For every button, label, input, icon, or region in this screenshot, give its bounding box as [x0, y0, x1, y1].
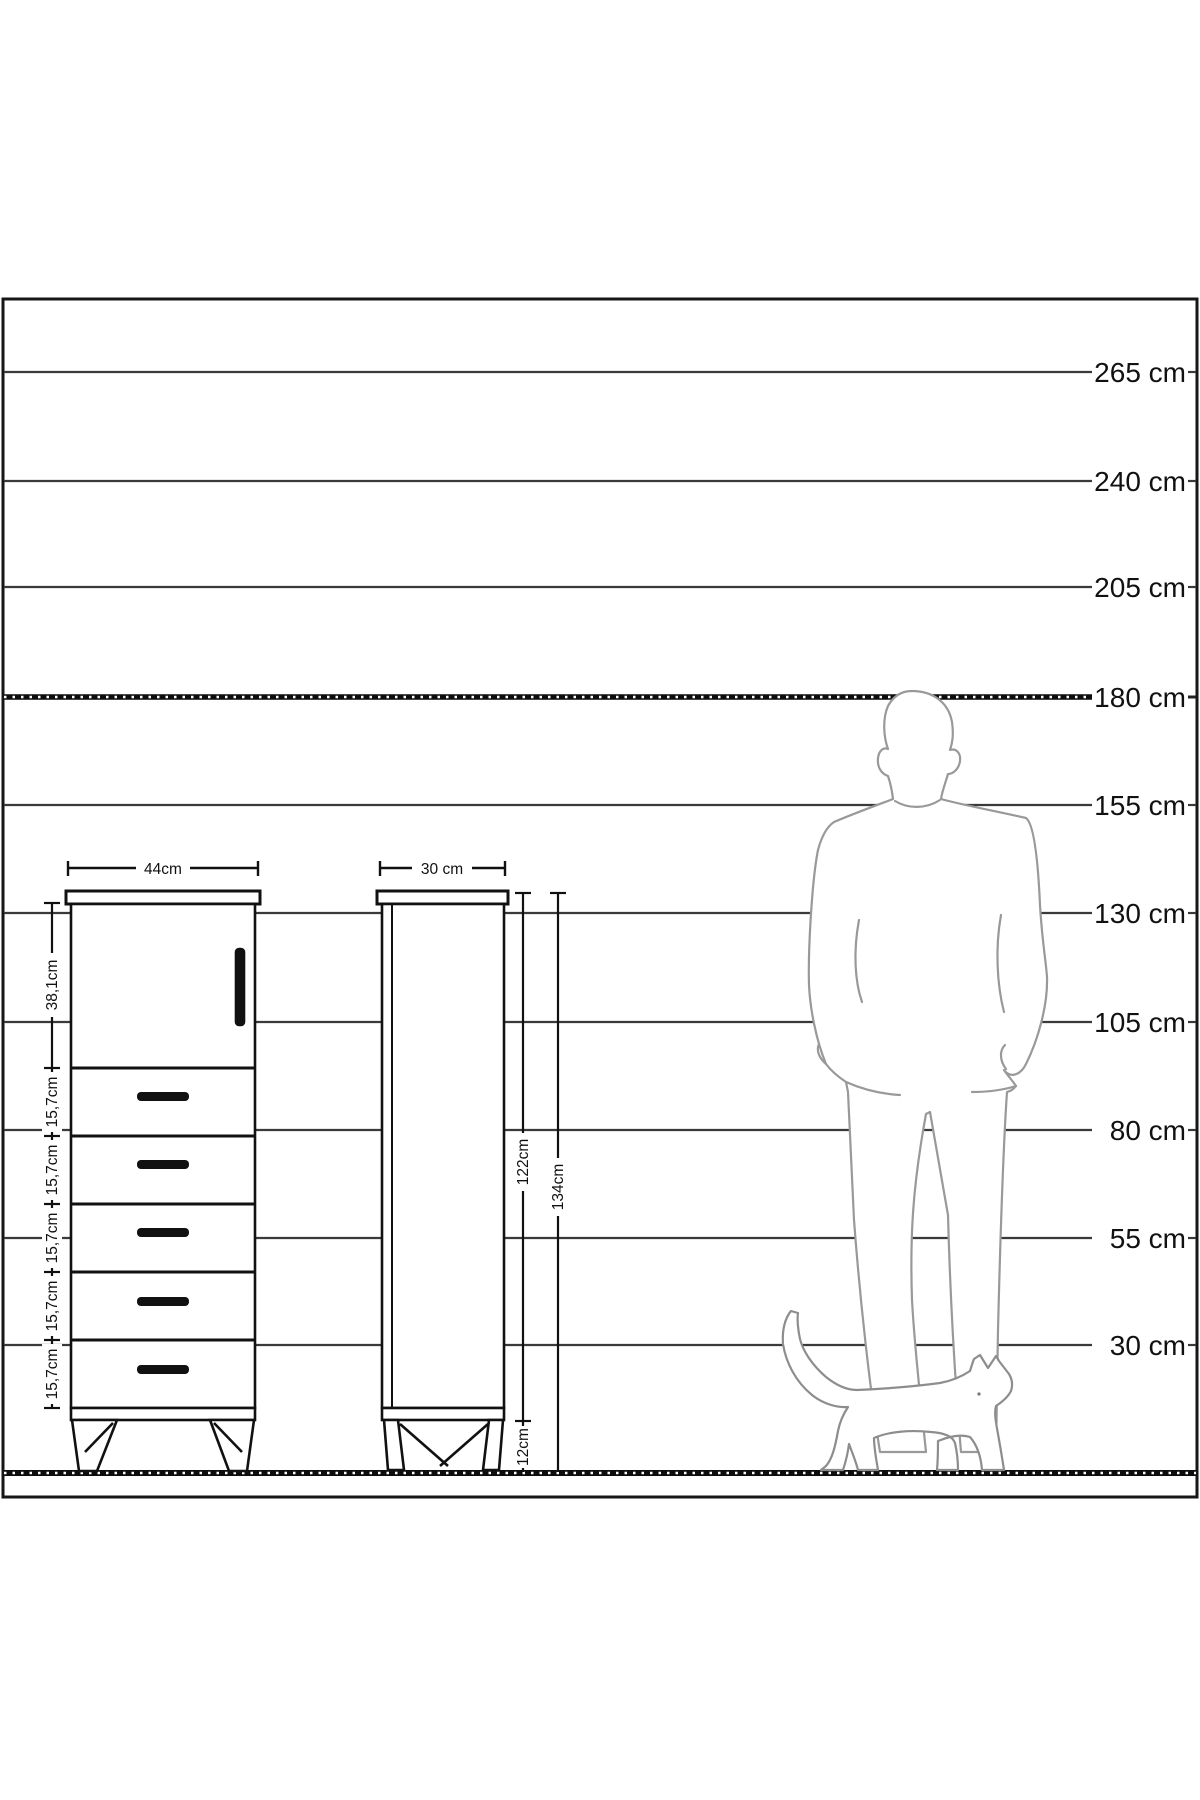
drawer-handle-4	[137, 1297, 189, 1306]
side-front-leg	[384, 1420, 404, 1470]
drawer-handle-3	[137, 1228, 189, 1237]
front-width-dimension	[68, 859, 258, 878]
grid-label-155: 155 cm	[1094, 790, 1186, 821]
height-grid-labels	[1094, 357, 1186, 1361]
grid-label-30: 30 cm	[1109, 1330, 1186, 1361]
cabinet-side-view	[377, 891, 508, 1470]
cabinet-front-view	[66, 891, 260, 1471]
front-drawer-label-5: 15,7cm	[44, 1348, 61, 1400]
side-height-dimensions	[513, 893, 568, 1472]
grid-label-240: 240 cm	[1094, 466, 1186, 497]
drawer-handle-1	[137, 1092, 189, 1101]
grid-label-55: 55 cm	[1109, 1223, 1186, 1254]
side-bottom-panel	[382, 1408, 504, 1420]
side-carcass	[382, 904, 504, 1408]
side-legs	[384, 1420, 503, 1470]
front-right-leg	[210, 1420, 254, 1471]
grid-label-265: 265 cm	[1094, 357, 1186, 388]
grid-label-130: 130 cm	[1094, 898, 1186, 929]
front-height-dimension-chain	[42, 903, 62, 1408]
grid-label-105: 105 cm	[1094, 1007, 1186, 1038]
drawer-handle-2	[137, 1160, 189, 1169]
drawer-handle-5	[137, 1365, 189, 1374]
cat-fur-dot	[977, 1392, 980, 1395]
side-leg-brace-1	[400, 1424, 448, 1466]
side-depth-dimension	[380, 859, 505, 878]
front-drawer-label-2: 15,7cm	[44, 1144, 61, 1196]
front-door-handle	[236, 949, 244, 1025]
front-drawer-label-1: 15,7cm	[44, 1076, 61, 1128]
side-body-height-label: 122cm	[515, 1138, 532, 1186]
front-drawer-label-4: 15,7cm	[44, 1280, 61, 1332]
grid-label-205: 205 cm	[1094, 572, 1186, 603]
side-back-leg	[483, 1420, 503, 1470]
front-top-panel	[66, 891, 260, 904]
front-width-label: 44cm	[144, 861, 182, 878]
front-drawer-label-3: 15,7cm	[44, 1212, 61, 1264]
front-bottom-panel	[71, 1408, 255, 1420]
grid-label-80: 80 cm	[1109, 1115, 1186, 1146]
grid-label-180: 180 cm	[1094, 682, 1186, 713]
side-depth-label: 30 cm	[420, 861, 464, 878]
front-door-height-label: 38,1cm	[44, 959, 61, 1011]
side-leg-height-label: 12cm	[515, 1428, 532, 1466]
side-total-height-label: 134cm	[550, 1163, 567, 1211]
front-legs	[72, 1420, 254, 1471]
side-top-panel	[377, 891, 508, 904]
front-carcass	[71, 904, 255, 1408]
side-leg-brace-2	[440, 1424, 488, 1466]
